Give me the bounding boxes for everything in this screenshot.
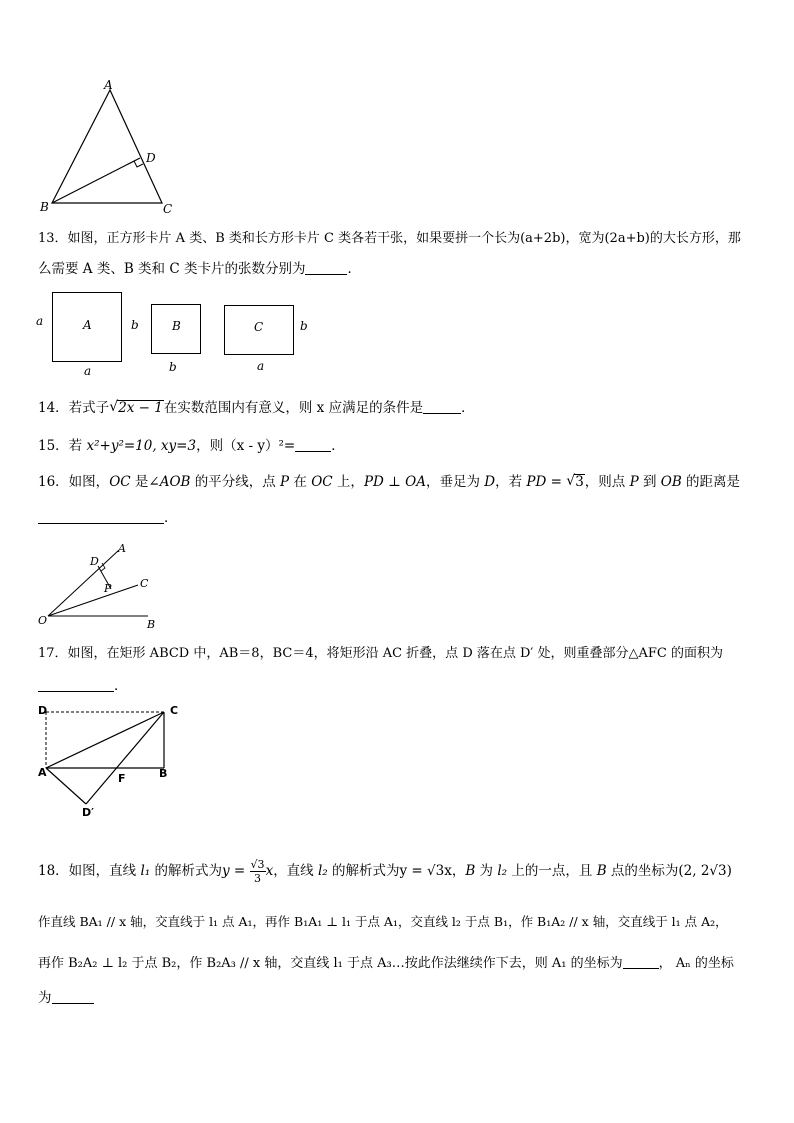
q18-frac-den: 3	[254, 872, 262, 885]
q18-frac-num: √3	[250, 858, 265, 871]
answer-blank-13[interactable]	[305, 260, 347, 275]
q16-text-1: 16．如图，	[38, 474, 110, 490]
question-18-line1	[38, 858, 732, 885]
ray-oc	[48, 585, 138, 616]
right-angle-mark	[134, 161, 143, 167]
answer-blank-14[interactable]	[423, 399, 461, 414]
q18-l2-2: l₂	[497, 863, 508, 879]
q18-line3-an: Aₙ 的坐标	[675, 956, 734, 971]
question-15-end: ．	[331, 438, 345, 454]
q18-line3-sep: ，	[658, 956, 672, 971]
q16-sqrt: √ 3	[566, 473, 584, 490]
triangle-figure	[30, 78, 190, 218]
fold-svg	[30, 700, 200, 825]
q18-l2-eq: y = √3x	[399, 863, 452, 879]
radicand: 2x − 1	[118, 400, 163, 416]
question-15-expr: x²+y²=10, xy=3	[86, 438, 197, 454]
q18-t6: 为	[475, 863, 498, 879]
answer-blank-17[interactable]	[38, 677, 114, 692]
label-d: D	[146, 151, 156, 165]
segment-bd	[52, 158, 140, 203]
q16-text-18: 到	[638, 474, 661, 490]
q16-oc-2: OC	[311, 474, 333, 490]
q18-l2: l₂	[317, 863, 328, 879]
segment-ad-prime	[46, 768, 86, 804]
q18-y-eq: y =	[222, 863, 250, 879]
q16-sqrt-value: 3	[575, 474, 584, 490]
label-a-17: A	[38, 766, 47, 779]
q18-line4-text: 为	[38, 990, 52, 1006]
angle-bisector-figure	[34, 540, 174, 635]
question-14-end: ．	[461, 400, 475, 416]
label-f-17: F	[118, 772, 126, 785]
card-c-side-label: b	[300, 319, 308, 333]
label-a-16: A	[118, 542, 126, 555]
label-b-16: B	[147, 618, 156, 631]
cards-figure	[30, 288, 330, 380]
segment-cd-prime	[86, 712, 164, 804]
question-13-line1: 13．如图，正方形卡片 A 类、B 类和长方形卡片 C 类各若干张，如果要拼一个长为(a+2b)，宽为(2a+b)的大长方形，那	[38, 231, 741, 246]
label-a: A	[104, 78, 113, 92]
card-b-bottom-label: b	[169, 360, 177, 374]
label-b: B	[40, 200, 49, 214]
label-c-16: C	[140, 577, 149, 590]
card-a-bottom-label: a	[84, 364, 92, 378]
triangle-abc	[52, 90, 162, 203]
question-16-answer-line	[38, 508, 178, 528]
q18-t1: 18．如图，直线	[38, 863, 141, 879]
q16-text-9: 上，	[332, 474, 364, 490]
question-17-line1: 17．如图，在矩形 ABCD 中，AB＝8，BC＝4，将矩形沿 AC 折叠，点 D 落在点 D′ 处，则重叠部分△AFC 的面积为	[38, 646, 723, 661]
q16-text-11: ，垂足为	[425, 474, 485, 490]
q18-coords: (2, 2√3)	[678, 863, 732, 879]
label-c-17: C	[170, 704, 179, 717]
card-b-name: B	[172, 319, 181, 333]
question-18-line3	[38, 954, 734, 974]
label-c: C	[163, 202, 173, 216]
q16-text-3: 是	[130, 474, 149, 490]
q18-x: x	[265, 863, 274, 879]
card-c-name: C	[254, 320, 264, 334]
q16-oc: OC	[109, 474, 131, 490]
card-a-side-label: a	[36, 314, 44, 328]
q16-text-13: ，若	[495, 474, 527, 490]
card-c-bottom-label: a	[257, 359, 265, 373]
question-16-end: ．	[164, 510, 178, 526]
q18-t7: 上的一点，且	[507, 863, 597, 879]
segment-ac	[46, 712, 164, 768]
question-14-mid: 在实数范围内有意义，则 x 应满足的条件是	[163, 400, 424, 416]
label-d-prime-17: D′	[82, 806, 95, 819]
label-d-17: D	[38, 704, 48, 717]
question-18-line2: 作直线 BA₁ // x 轴，交直线于 l₁ 点 A₁，再作 B₁A₁ ⊥ l₁ 于点 A₁，交直线 l₂ 于点 B₁，作 B₁A₂ // x 轴，交直线于 l₁ 点 A₂，	[38, 914, 728, 929]
q18-l1: l₁	[140, 863, 151, 879]
question-17-end: ．	[114, 678, 128, 694]
q18-line3-text: 再作 B₂A₂ ⊥ l₂ 于点 B₂，作 B₂A₃ // x 轴，交直线 l₁ 于点 A₃…按此作法继续作下去，则 A₁ 的坐标为	[38, 956, 623, 971]
card-a-name: A	[83, 318, 92, 332]
q16-perp: PD ⊥ OA	[363, 474, 426, 490]
q16-angle: ∠AOB	[148, 474, 191, 490]
question-18-line4	[38, 988, 94, 1008]
q16-text-7: 在	[289, 474, 312, 490]
label-p-16: P	[104, 582, 112, 595]
q16-d: D	[484, 474, 496, 490]
question-15-mid: ，则（x - y）²=	[196, 438, 296, 454]
q16-text-5: 的平分线，点	[190, 474, 281, 490]
question-13-line2	[38, 259, 361, 279]
answer-blank-16[interactable]	[38, 509, 164, 524]
question-17-answer-line	[38, 676, 128, 696]
q16-pd: PD =	[526, 474, 567, 490]
question-14	[38, 398, 475, 418]
q16-p: P	[280, 474, 290, 490]
q16-text-20: 的距离是	[681, 474, 741, 490]
q18-t8: 点的坐标为	[606, 863, 679, 879]
question-16	[38, 472, 740, 492]
card-b-side-label: b	[131, 318, 139, 332]
question-13-text: 么需要 A 类、B 类和 C 类卡片的张数分别为	[38, 261, 306, 277]
answer-blank-18b[interactable]	[52, 989, 94, 1004]
label-b-17: B	[159, 767, 168, 780]
label-o: O	[38, 614, 48, 627]
triangle-svg	[30, 78, 190, 218]
question-13-end: ．	[347, 261, 361, 277]
q18-b: B	[465, 863, 476, 879]
answer-blank-15[interactable]	[295, 437, 331, 452]
q18-fraction	[250, 858, 266, 885]
q16-p-2: P	[629, 474, 639, 490]
fold-figure	[30, 700, 200, 825]
question-15-pre: 15．若	[38, 438, 87, 454]
q18-t5: ，	[451, 863, 466, 879]
q18-b-2: B	[596, 863, 607, 879]
label-d-16: D	[90, 555, 99, 568]
sqrt-expression: √ 2x − 1	[109, 399, 163, 416]
q16-text-16: ，则点	[584, 474, 630, 490]
q18-t2: 的解析式为	[150, 863, 223, 879]
q18-t4: 的解析式为	[327, 863, 400, 879]
question-14-pre: 14．若式子	[38, 400, 110, 416]
q16-ob: OB	[660, 474, 682, 490]
question-15	[38, 436, 345, 456]
q18-t3: ，直线	[273, 863, 318, 879]
answer-blank-18a[interactable]	[623, 954, 659, 969]
